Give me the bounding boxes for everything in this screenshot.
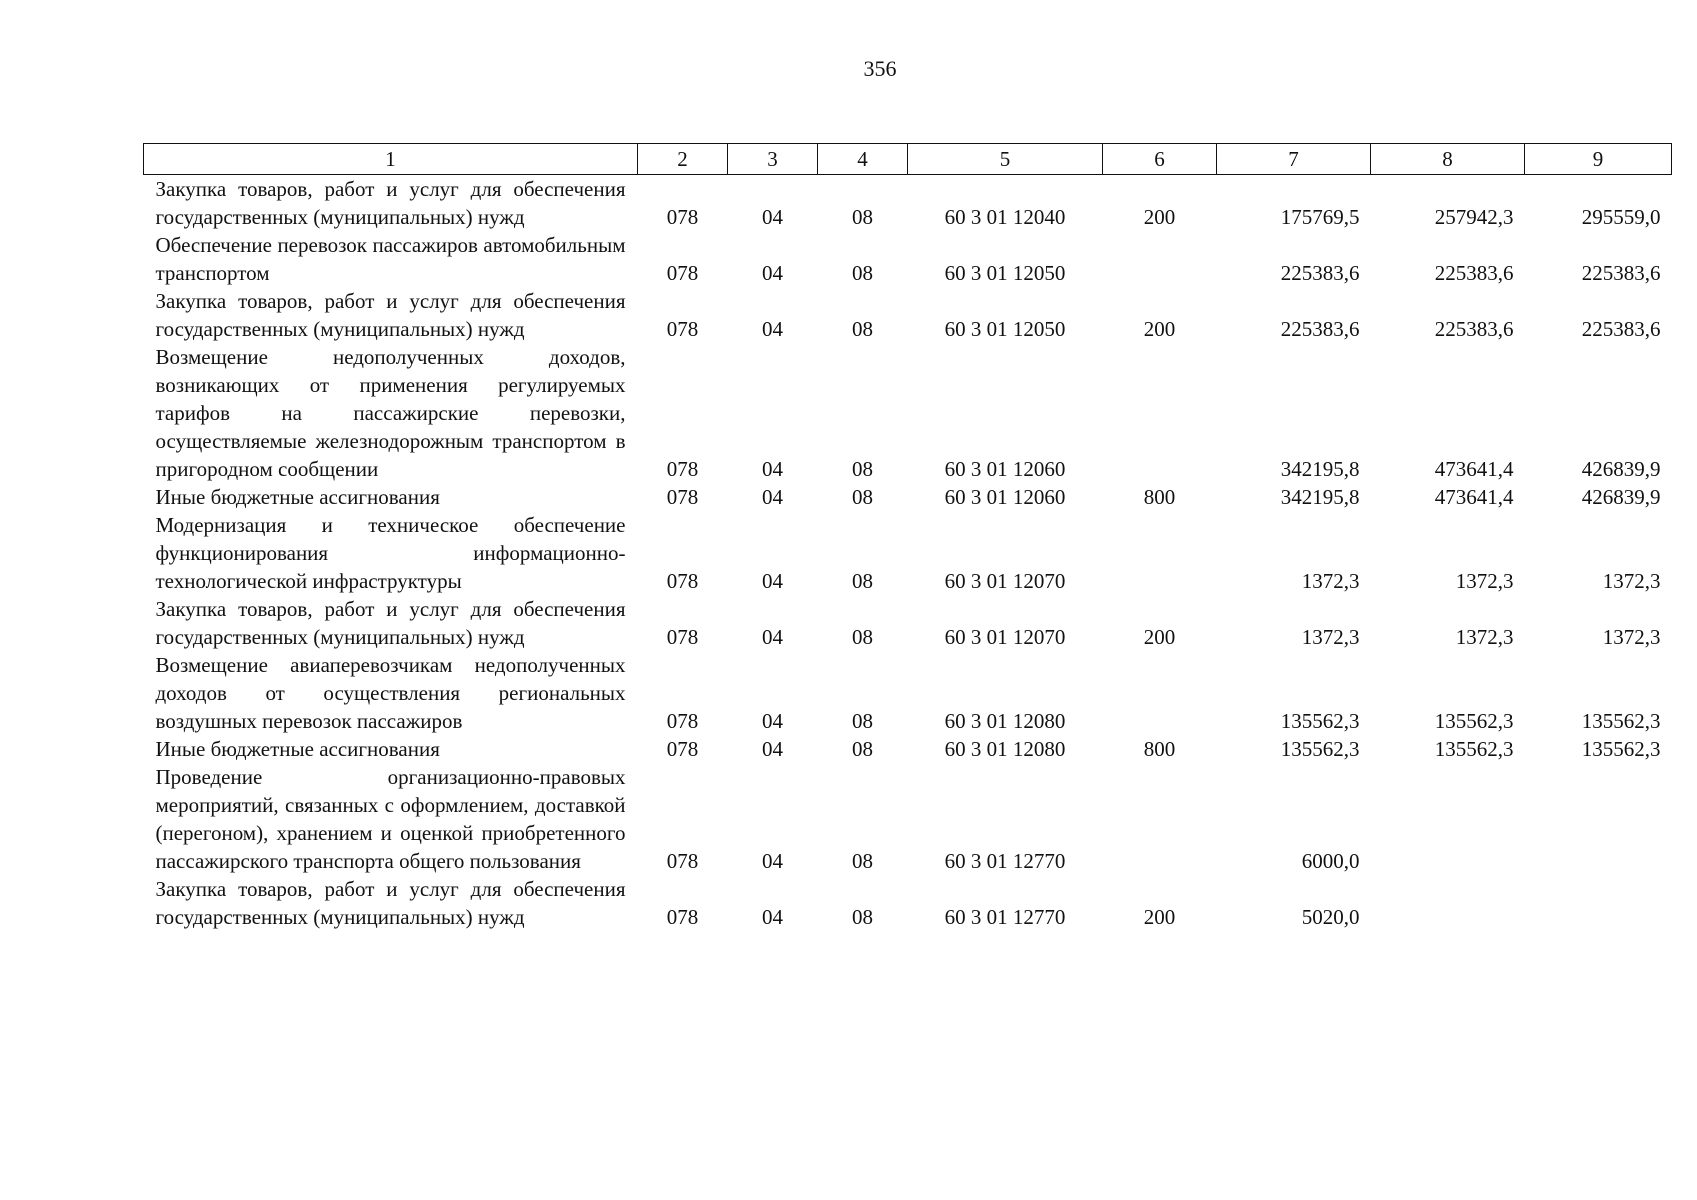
table-row: [144, 875, 1672, 931]
row-target-article: 60 3 01 12050: [944, 317, 1066, 341]
row-expense-type: 200: [1143, 905, 1176, 929]
column-header: 1: [144, 144, 638, 175]
row-amount-col7: 225383,6: [1280, 317, 1360, 341]
row-subsection-code: 08: [852, 261, 873, 285]
row-amount-col8: [1371, 875, 1525, 931]
row-admin-code: 078: [666, 737, 699, 761]
row-section-code: 04: [762, 709, 783, 733]
row-admin-code: 078: [666, 905, 699, 929]
row-amount-col7: 135562,3: [1280, 709, 1360, 733]
row-section-code: 04: [762, 485, 783, 509]
row-admin-code: 078: [666, 261, 699, 285]
row-admin-code: 078: [666, 709, 699, 733]
row-admin-code: 078: [666, 317, 699, 341]
row-expense-type: [1103, 231, 1217, 287]
row-expense-type: [1103, 651, 1217, 735]
column-header: 2: [638, 144, 728, 175]
row-subsection-code: 08: [852, 205, 873, 229]
row-subsection-code: 08: [852, 625, 873, 649]
table-row: [144, 343, 1672, 483]
table-row: [144, 511, 1672, 595]
column-header: 8: [1371, 144, 1525, 175]
row-subsection-code: 08: [852, 457, 873, 481]
row-target-article: 60 3 01 12770: [944, 849, 1066, 873]
row-target-article: 60 3 01 12060: [944, 485, 1066, 509]
row-expense-type: 800: [1143, 737, 1176, 761]
table-row: [144, 595, 1672, 651]
row-amount-col8: 135562,3: [1434, 737, 1514, 761]
row-description: Иные бюджетные ассигнования: [155, 485, 440, 509]
table-row: [144, 231, 1672, 287]
row-section-code: 04: [762, 317, 783, 341]
row-amount-col9: 225383,6: [1581, 317, 1661, 341]
row-amount-col8: 225383,6: [1434, 317, 1514, 341]
row-section-code: 04: [762, 737, 783, 761]
row-target-article: 60 3 01 12070: [944, 625, 1066, 649]
row-amount-col8: 225383,6: [1434, 261, 1514, 285]
row-section-code: 04: [762, 457, 783, 481]
row-amount-col7: 1372,3: [1301, 569, 1360, 593]
row-admin-code: 078: [666, 205, 699, 229]
row-description: Проведение организационно-правовых мероприятий, связанных с оформлением, доставкой (перегоном), хранением и оценкой приобретенного пассажирского транспорта общего пользования: [155, 765, 626, 873]
page-number: 356: [863, 56, 897, 81]
row-target-article: 60 3 01 12770: [944, 905, 1066, 929]
budget-table: [143, 143, 1672, 931]
row-target-article: 60 3 01 12080: [944, 737, 1066, 761]
row-description: Закупка товаров, работ и услуг для обеспечения государственных (муниципальных) нужд: [155, 177, 626, 229]
row-amount-col7: 342195,8: [1280, 485, 1360, 509]
row-description: Возмещение авиаперевозчикам недополученных доходов от осуществления региональных воздушных перевозок пассажиров: [155, 653, 626, 733]
row-description: Закупка товаров, работ и услуг для обеспечения государственных (муниципальных) нужд: [155, 597, 626, 649]
row-subsection-code: 08: [852, 709, 873, 733]
row-target-article: 60 3 01 12060: [944, 457, 1066, 481]
header-row: [144, 144, 1672, 175]
table-row: [144, 483, 1672, 511]
row-amount-col8: 257942,3: [1434, 205, 1514, 229]
row-amount-col8: [1371, 763, 1525, 875]
column-header: 7: [1217, 144, 1371, 175]
row-expense-type: [1103, 763, 1217, 875]
table-row: [144, 175, 1672, 232]
row-admin-code: 078: [666, 569, 699, 593]
row-admin-code: 078: [666, 457, 699, 481]
row-amount-col9: [1525, 763, 1672, 875]
column-header: 5: [908, 144, 1103, 175]
row-amount-col7: 175769,5: [1280, 205, 1360, 229]
row-amount-col7: 6000,0: [1301, 849, 1360, 873]
row-expense-type: 800: [1143, 485, 1176, 509]
column-header: 3: [728, 144, 818, 175]
row-target-article: 60 3 01 12050: [944, 261, 1066, 285]
row-admin-code: 078: [666, 485, 699, 509]
column-header: 6: [1103, 144, 1217, 175]
row-expense-type: 200: [1143, 205, 1176, 229]
row-amount-col8: 135562,3: [1434, 709, 1514, 733]
row-amount-col9: [1525, 875, 1672, 931]
row-amount-col8: 473641,4: [1434, 457, 1514, 481]
column-header: 9: [1525, 144, 1672, 175]
row-amount-col9: 225383,6: [1581, 261, 1661, 285]
row-expense-type: [1103, 511, 1217, 595]
row-amount-col7: 225383,6: [1280, 261, 1360, 285]
table-row: [144, 651, 1672, 735]
row-amount-col7: 5020,0: [1301, 905, 1360, 929]
row-amount-col8: 1372,3: [1455, 569, 1514, 593]
row-description: Закупка товаров, работ и услуг для обеспечения государственных (муниципальных) нужд: [155, 289, 626, 341]
row-target-article: 60 3 01 12070: [944, 569, 1066, 593]
row-amount-col9: 1372,3: [1602, 625, 1661, 649]
row-description: Возмещение недополученных доходов, возникающих от применения регулируемых тарифов на пассажирские перевозки, осуществляемые железнодорожным транспортом в пригородном сообщении: [155, 345, 626, 481]
row-admin-code: 078: [666, 625, 699, 649]
row-amount-col9: 135562,3: [1581, 709, 1661, 733]
row-target-article: 60 3 01 12040: [944, 205, 1066, 229]
row-section-code: 04: [762, 261, 783, 285]
table-row: [144, 735, 1672, 763]
row-subsection-code: 08: [852, 849, 873, 873]
row-amount-col9: 426839,9: [1581, 457, 1661, 481]
row-description: Закупка товаров, работ и услуг для обеспечения государственных (муниципальных) нужд: [155, 877, 626, 929]
row-subsection-code: 08: [852, 905, 873, 929]
row-subsection-code: 08: [852, 569, 873, 593]
row-amount-col7: 1372,3: [1301, 625, 1360, 649]
table-row: [144, 763, 1672, 875]
row-amount-col8: 473641,4: [1434, 485, 1514, 509]
row-description: Модернизация и техническое обеспечение функционирования информационно-технологической инфраструктуры: [155, 513, 626, 593]
row-expense-type: [1103, 343, 1217, 483]
column-header: 4: [818, 144, 908, 175]
row-section-code: 04: [762, 569, 783, 593]
row-section-code: 04: [762, 849, 783, 873]
row-subsection-code: 08: [852, 317, 873, 341]
row-amount-col9: 135562,3: [1581, 737, 1661, 761]
row-section-code: 04: [762, 905, 783, 929]
row-section-code: 04: [762, 625, 783, 649]
row-subsection-code: 08: [852, 485, 873, 509]
row-expense-type: 200: [1143, 625, 1176, 649]
row-admin-code: 078: [666, 849, 699, 873]
row-amount-col8: 1372,3: [1455, 625, 1514, 649]
row-subsection-code: 08: [852, 737, 873, 761]
row-description: Иные бюджетные ассигнования: [155, 737, 440, 761]
row-amount-col7: 342195,8: [1280, 457, 1360, 481]
row-section-code: 04: [762, 205, 783, 229]
row-amount-col9: 1372,3: [1602, 569, 1661, 593]
row-description: Обеспечение перевозок пассажиров автомобильным транспортом: [155, 233, 626, 285]
row-expense-type: 200: [1143, 317, 1176, 341]
row-target-article: 60 3 01 12080: [944, 709, 1066, 733]
table-row: [144, 287, 1672, 343]
row-amount-col9: 426839,9: [1581, 485, 1661, 509]
row-amount-col9: 295559,0: [1581, 205, 1661, 229]
row-amount-col7: 135562,3: [1280, 737, 1360, 761]
